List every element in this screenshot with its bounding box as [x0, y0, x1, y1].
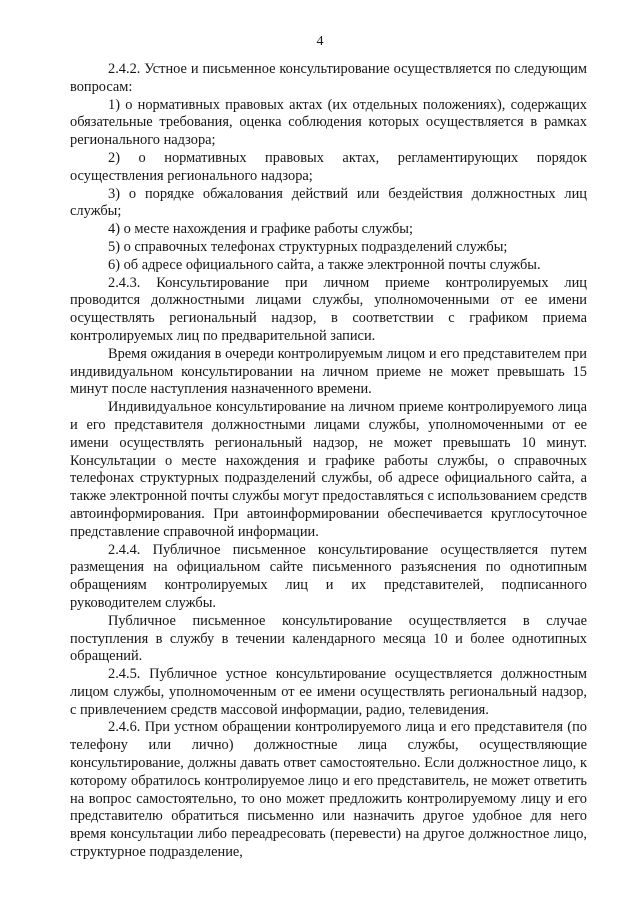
page-number: 4 [316, 34, 324, 49]
paragraph-2-4-2: 2.4.2. Устное и письменное консультирование осуществляется по следующим вопросам: [70, 61, 587, 95]
list-item-6: 6) об адресе официального сайта, а также электронной почты службы. [108, 256, 541, 273]
paragraph-individual-consulting: Индивидуальное консультирование на личном приеме контролируемого лица и его представителя должностными лицами службы, уполномоченными от ее имени осуществлять региональный надзор, не может превышать 10 минут. Консультации о месте нахождения и графике работы службы, о справочных телефонах структурных подразделений службы, об адресе официального сайта, а также электронной почты службы могут предоставляться с использованием средств автоинформирования. При автоинформировании обеспечивается круглосуточное представление справочной информации. [70, 399, 587, 540]
paragraph-waiting-time: Время ожидания в очереди контролируемым лицом и его представителем при индивидуальном консультировании на личном приеме не может превышать 15 минут после наступления назначенного времени. [70, 345, 587, 398]
list-item-1: 1) о нормативных правовых актах (их отдельных положениях), содержащих обязательные требования, оценка соблюдения которых осуществляется в рамках регионального надзора; [70, 96, 587, 149]
list-item-4: 4) о месте нахождения и графике работы службы; [108, 221, 413, 238]
paragraph-2-4-3: 2.4.3. Консультирование при личном приеме контролируемых лиц проводится должностными лицами службы, уполномоченными от ее имени осуществлять региональный надзор, в соответствии с графиком приема контролируемых лиц по предварительной записи. [70, 274, 587, 344]
list-item-3: 3) о порядке обжалования действий или бездействия должностных лиц службы; [70, 185, 587, 220]
document-body [70, 61, 587, 862]
paragraph-2-4-4: 2.4.4. Публичное письменное консультирование осуществляется путем размещения на официальном сайте письменного разъяснения по однотипным обращениям контролируемых лиц и их представителей, подписанного руководителем службы. [70, 541, 587, 611]
paragraph-2-4-5: 2.4.5. Публичное устное консультирование осуществляется должностным лицом службы, уполномоченным от ее имени осуществлять региональный надзор, с привлечением средств массовой информации, радио, телевидения. [70, 666, 587, 718]
list-item-2: 2) о нормативных правовых актах, регламентирующих порядок осуществления регионального надзора; [70, 149, 587, 184]
paragraph-2-4-6: 2.4.6. При устном обращении контролируемого лица и его представителя (по телефону или лично) должностные лица службы, осуществляющие консультирование, должны давать ответ самостоятельно. Если должностное лицо, к которому обратилось контролируемое лицо и его представитель, не может ответить на вопрос самостоятельно, то оно может предложить контролируемому лицу и его представителю обратиться письменно или назначить другое удобное для него время консультации либо переадресовать (перевести) на другое должностное лицо, структурное подразделение, [70, 719, 587, 861]
paragraph-public-written: Публичное письменное консультирование осуществляется в случае поступления в службу в течении календарного месяца 10 и более однотипных обращений. [70, 612, 587, 665]
list-item-5: 5) о справочных телефонах структурных подразделений службы; [108, 238, 508, 255]
